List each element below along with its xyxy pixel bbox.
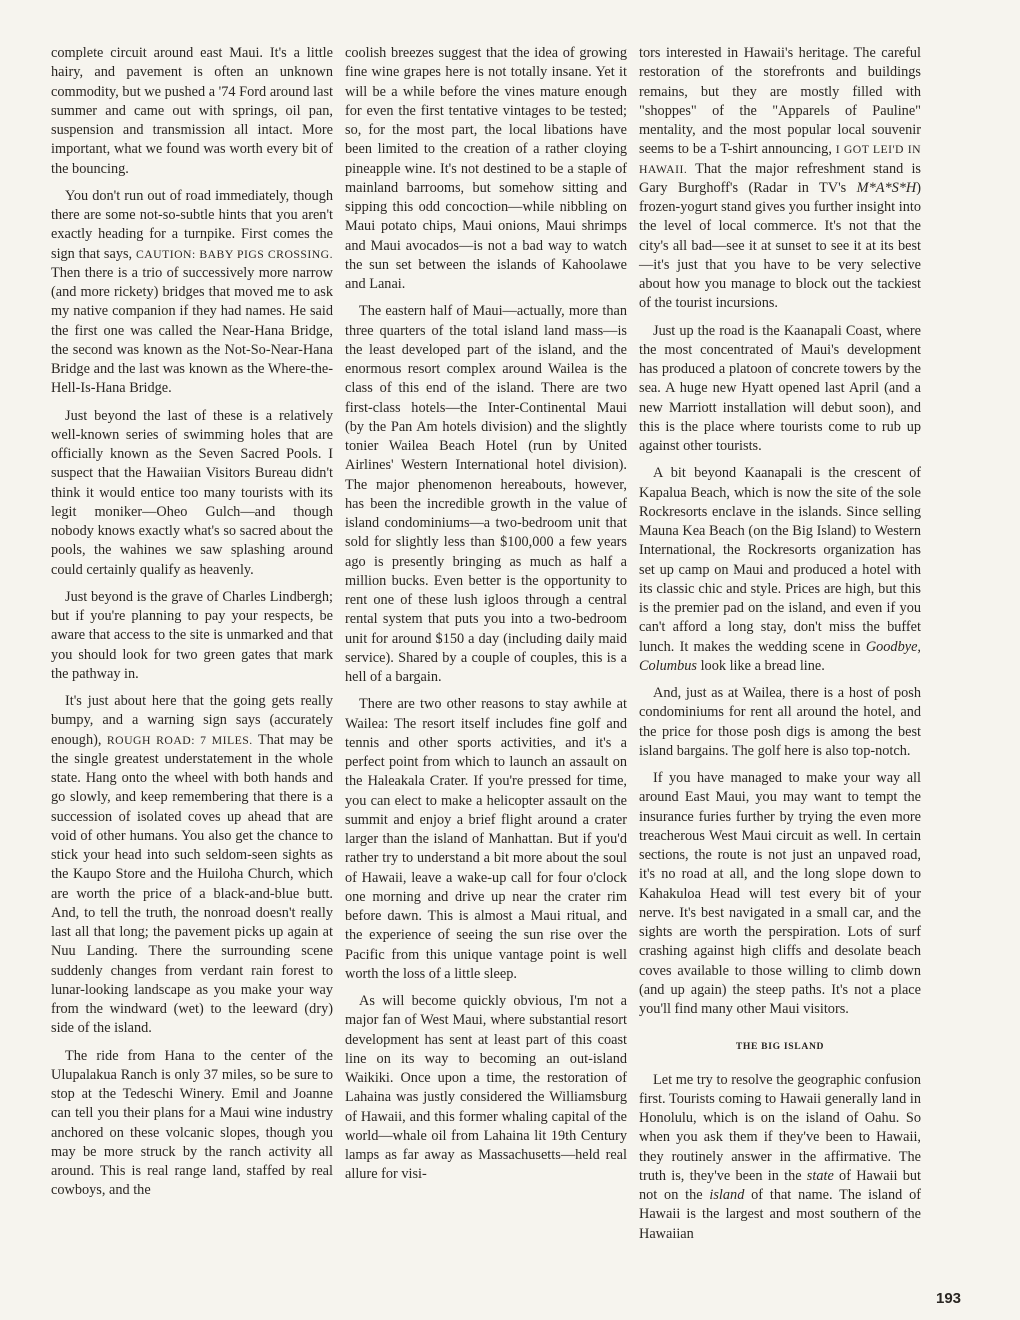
text-run: of Hawaii but not on the <box>639 1167 921 1203</box>
paragraph: And, just as at Wailea, there is a host of posh condominiums for rent all around the hotel, and the price for those posh digs is among the best island bargains. The golf here is also top-notch. <box>639 685 921 759</box>
paragraph: coolish breezes suggest that the idea of growing fine wine grapes here is not totally insane. Yet it will be a while before the vines mature enough for even the first tentative vintages to be tested; so, for the most part, the local libations have been limited to the creation of a rather cloying pineapple wine. It's not destined to be a staple of mainland barrooms, but somehow sitting and sipping this odd concoction—while nibbling on Maui potato chips, Maui onions, Maui shrimps and Maui avocados—is not a bad way to watch the sun set between the islands of Kahoolawe and Lanai. <box>345 45 627 292</box>
emphasis-text: state <box>806 1167 834 1184</box>
paragraph: As will become quickly obvious, I'm not a major fan of West Maui, where substantial resort development has sent at least part of this coast line on its way to becoming an out-island Waikiki. Once upon a time, the restoration of Lahaina was justly considered the Williamsburg of Hawaii, and this former whaling capital of the world—whale oil from Lahaina lit 19th Century lamps as far away as Massachusetts—held real allure for visi- <box>345 993 627 1183</box>
paragraph: The ride from Hana to the center of the Ulupalakua Ranch is only 37 miles, so be sure to stop at the Tedeschi Winery. Emil and Joanne can tell you their plans for a Maui wine industry anchored on these volcanic slopes, though you may be more struck by the ranch activity all around. This is real range land, staffed by real cowboys, and the <box>51 1047 333 1199</box>
text-run: Then there is a trio of successively more narrow (and more rickety) bridges that moved me to ask my native companion if they had names. He said the first one was called the Near-Hana Bridge, the second was known as the Not-So-Near-Hana Bridge and the last was known as the Where-the-Hell-Is-Hana Bridge. <box>51 264 333 397</box>
paragraph <box>51 187 333 399</box>
page-number: 193 <box>936 1290 962 1307</box>
paragraph: complete circuit around east Maui. It's a little hairy, and pavement is often an unknown commodity, but we pushed a '74 Ford around last summer and came out with springs, oil pan, suspension and transmission all intact. More important, what we found was worth every bit of the bouncing. <box>51 45 333 177</box>
paragraph: Just up the road is the Kaanapali Coast, where the most concentrated of Maui's development has produced a platoon of concrete towers by the sea. A huge new Hyatt opened last April (and a new Marriott installation will debut soon), and this is the place where tourists come to rub up against other tourists. <box>639 322 921 454</box>
text-run: It's just about here that the going gets really bumpy, and a warning sign says (accurately enough), <box>51 693 333 748</box>
paragraph: Just beyond the last of these is a relatively well-known series of swimming holes that are officially known as the Seven Sacred Pools. I suspect that the Hawaiian Visitors Bureau didn't think it would entice too many tourists with its legit moniker—Oheo Gulch—and though nobody knows exactly what's so sacred about the pools, the wahines we saw splashing around could certainly qualify as heavenly. <box>51 407 333 578</box>
text-run: That may be the single greatest understatement in the whole state. Hang onto the wheel with both hands and go slowly, and keep remembering that there is a succession of isolated coves up ahead that are void of other humans. You also get the chance to stick your head into such seldom-seen sights as the Kaupo Store and the Huiloha Church, which are worth the price of a black-and-blue butt. And, to tell the truth, the nonroad doesn't really last all that long; the pavement picks up again at Nuu Landing. There the surrounding scene suddenly changes from verdant rain forest to lunar-looking landscape as you make your way from the windward (wet) to the leeward (dry) side of the island. <box>51 731 334 1037</box>
road-sign-text: CAUTION: BABY PIGS CROSSING. <box>135 247 333 261</box>
text-run: tors interested in Hawaii's heritage. The careful restoration of the storefronts and buildings remains, but they are mostly filled with "shoppes" of the "Apparels of Pauline" mentality, and the most popular local souvenir seems to be a T-shirt announcing, <box>639 45 921 158</box>
paragraph: The eastern half of Maui—actually, more than three quarters of the total island land mass—is the least developed part of the island, and the enormous resort complex around Wailea is the class of this end of the island. There are two first-class hotels—the Inter-Continental Maui (by the Pan Am hotels division) and the slightly tonier Wailea Beach Hotel (run by United Airlines' Western International hotel division). The major phenomenon hereabouts, however, has been the incredible growth in the value of island condominiums—a two-bedroom unit that sold for slightly less than $100,000 a few years ago is presently bringing as much as half a million bucks. Even better is the opportunity to rent one of these lush igloos through a central rental system that puts you into a two-bedroom unit for around $150 a day (including daily maid service). Shared by a couple of couples, this is a hell of a bargain. <box>345 303 627 685</box>
tshirt-slogan-text: I GOT LEI'D IN HAWAII. <box>639 143 921 176</box>
paragraph: Just beyond is the grave of Charles Lindbergh; but if you're planning to pay your respects, be aware that access to the site is unmarked and that you should look for two green gates that mark the pathway in. <box>51 588 333 682</box>
article-column-3 <box>639 44 921 1252</box>
paragraph: There are two other reasons to stay awhile at Wailea: The resort itself includes fine golf and tennis and other sports activities, and it's a perfect point from which to launch an assault on the Haleakala Crater. If you're pressed for time, you can elect to make a helicopter assault on the summit and enjoy a brief flight around a crater larger than the island of Manhattan. But if you'd rather try to understand a bit more about the soul of Hawaii, leave a wake-up call for four o'clock one morning and drive up near the crater rim before dawn. This is almost a Maui ritual, and the experience of seeing the sun rise over the Pacific from this unique vantage point is well worth the loss of a little sleep. <box>345 696 627 982</box>
paragraph <box>51 692 333 1039</box>
article-column-1 <box>51 44 333 1209</box>
text-run: ) frozen-yogurt stand gives you further insight into the level of local commerce. It's not that the city's all bad—see it at sunset to see it at its best—it's just that you have to be very selective about how you manage to block out the tackiest of the tourist incursions. <box>639 179 921 312</box>
section-subheading: THE BIG ISLAND <box>735 1041 825 1053</box>
article-column-2 <box>345 44 627 1193</box>
paragraph: If you have managed to make your way all around East Maui, you may want to tempt the insurance furies further by trying the even more treacherous West Maui circuit as well. In certain sections, the route is not just an unpaved road, it's no road at all, and the long slope down to Kahakuloa Head will test every bit of your nerve. It's best navigated in a small car, and the sights are worth the perspiration. Lots of surf crashing against high cliffs and desolate beach coves available to those willing to climb down (and up again) the steep paths. It's not a place you'll find many other Maui visitors. <box>639 770 921 1017</box>
text-run: Let me try to resolve the geographic confusion first. Tourists coming to Hawaii generally land in Honolulu, which is on the island of Oahu. So when you ask them if they've been to Hawaii, they routinely answer in the affirmative. The truth is, they've been in the <box>639 1071 921 1184</box>
text-run: of that name. The island of Hawaii is the largest and most southern of the Hawaiian <box>639 1187 921 1242</box>
emphasis-text: island <box>709 1187 745 1203</box>
tv-show-title: M*A*S*H <box>856 179 917 196</box>
text-run: That the major refreshment stand is Gary Burghoff's (Radar in TV's <box>639 160 921 196</box>
paragraph <box>639 464 921 676</box>
text-run: A bit beyond Kaanapali is the crescent of Kapalua Beach, which is now the site of the sole Rockresorts enclave in the islands. Since selling Mauna Kea Beach (on the Big Island) to Western International, the Rockresorts organization has set up camp on Maui and produced a hotel with its classic chic and style. Prices are high, but this is the premier pad on the island, and even if you can't afford a long stay, don't miss the buffet lunch. It makes the wedding scene in <box>639 465 921 655</box>
paragraph <box>639 44 921 314</box>
text-run: You don't run out of road immediately, though there are some not-so-subtle hints that you aren't exactly heading for a turnpike. First comes the sign that says, <box>51 187 333 262</box>
road-sign-text: ROUGH ROAD: 7 MILES. <box>106 733 253 747</box>
paragraph <box>639 1071 921 1244</box>
film-title: Goodbye, Columbus <box>639 638 921 674</box>
text-run: look like a bread line. <box>697 657 825 674</box>
